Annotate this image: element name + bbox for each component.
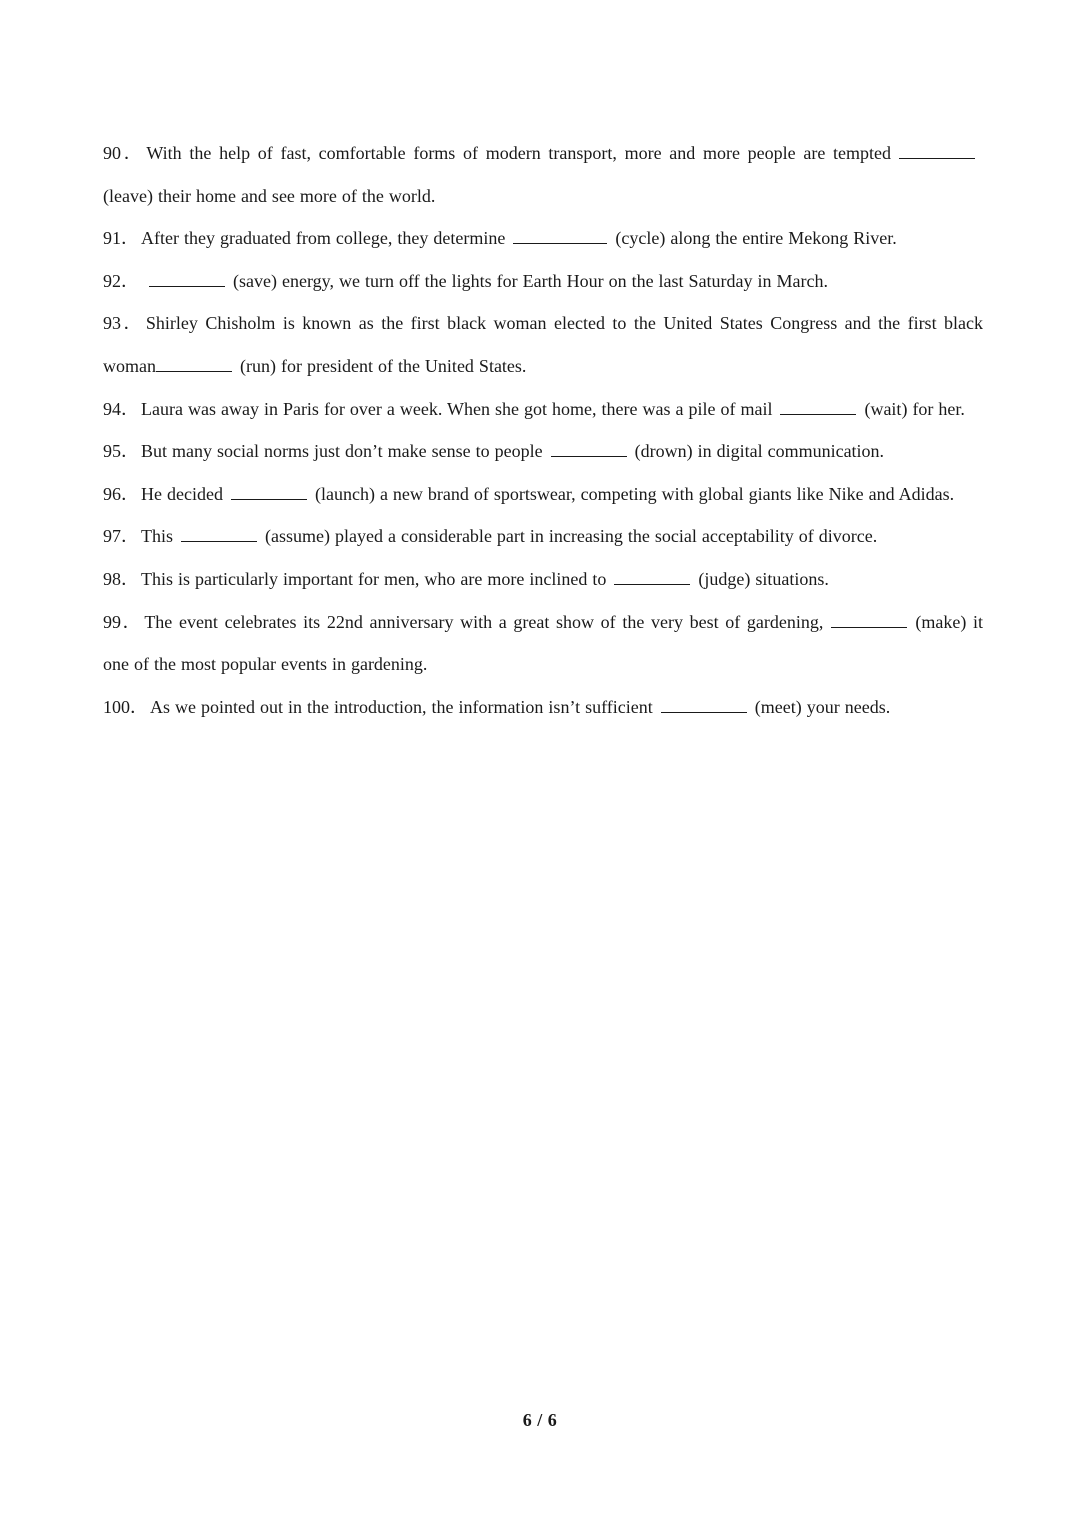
question-text-before: This is particularly important for men, who are more inclined to bbox=[141, 568, 607, 589]
question-text-after: in digital communication. bbox=[692, 441, 885, 462]
verb-hint: (cycle) bbox=[615, 228, 666, 249]
question-item bbox=[103, 601, 983, 686]
answer-blank[interactable] bbox=[551, 440, 627, 457]
verb-hint: (leave) bbox=[103, 185, 153, 206]
verb-hint: (assume) bbox=[265, 526, 330, 547]
answer-blank[interactable] bbox=[513, 227, 607, 244]
answer-blank[interactable] bbox=[899, 142, 975, 159]
page-number: 6 / 6 bbox=[522, 1410, 558, 1430]
question-text-before: After they graduated from college, they determine bbox=[141, 228, 506, 249]
question-text-after: their home and see more of the world. bbox=[152, 185, 436, 206]
question-item bbox=[103, 217, 983, 260]
question-text-after: for president of the United States. bbox=[275, 355, 527, 376]
question-item bbox=[103, 686, 983, 729]
verb-hint: (launch) bbox=[314, 483, 375, 504]
question-number: 90 ． bbox=[103, 143, 146, 163]
question-item bbox=[103, 473, 983, 516]
question-item bbox=[103, 388, 983, 431]
verb-hint: (save) bbox=[233, 270, 277, 291]
verb-hint: (judge) bbox=[698, 568, 751, 589]
question-text-after: energy, we turn off the lights for Earth Hour on the last Saturday in March. bbox=[276, 270, 829, 291]
question-text-before: The event celebrates its 22nd anniversary with a great show of the very best of gardening, bbox=[144, 611, 824, 632]
question-text-after: along the entire Mekong River. bbox=[665, 228, 897, 249]
question-text-before: But many social norms just don’t make sense to people bbox=[141, 441, 543, 462]
question-number: 97 ． bbox=[103, 526, 141, 546]
question-item bbox=[103, 430, 983, 473]
question-text-before: He decided bbox=[141, 483, 223, 504]
question-text-before: This bbox=[141, 526, 174, 547]
question-number: 91 ． bbox=[103, 228, 141, 248]
answer-blank[interactable] bbox=[181, 525, 257, 542]
question-item bbox=[103, 260, 983, 303]
question-item bbox=[103, 515, 983, 558]
question-text-before: With the help of fast, comfortable forms of modern transport, more and more people are tempted bbox=[146, 143, 891, 163]
question-text-after: your needs. bbox=[801, 696, 891, 717]
fill-in-question-list bbox=[103, 132, 983, 728]
question-text-after: a new brand of sportswear, competing with global giants like Nike and Adidas. bbox=[374, 483, 955, 504]
question-text-after: played a considerable part in increasing the social acceptability of divorce. bbox=[330, 526, 878, 547]
question-text-after: for her. bbox=[907, 398, 965, 419]
answer-blank[interactable] bbox=[831, 610, 907, 627]
question-number: 95 ． bbox=[103, 441, 141, 461]
verb-hint: (meet) bbox=[754, 696, 802, 717]
verb-hint: (run) bbox=[240, 355, 276, 376]
question-number: 100 ． bbox=[103, 697, 150, 717]
question-number: 93 ． bbox=[103, 313, 146, 333]
question-number: 99 ． bbox=[103, 612, 144, 632]
answer-blank[interactable] bbox=[231, 483, 307, 500]
question-text-after: it one of the most popular events in gardening. bbox=[103, 611, 983, 675]
question-text-before: As we pointed out in the introduction, the information isn’t sufficient bbox=[150, 696, 653, 717]
question-text-before: Laura was away in Paris for over a week. When she got home, there was a pile of mail bbox=[141, 398, 773, 419]
answer-blank[interactable] bbox=[156, 355, 232, 372]
question-text-before: Shirley Chisholm is known as the first black woman elected to the United States Congress and the first black woman bbox=[103, 313, 984, 376]
question-number: 92 ． bbox=[103, 271, 141, 291]
verb-hint: (wait) bbox=[864, 398, 908, 419]
question-item bbox=[103, 302, 983, 387]
verb-hint: (drown) bbox=[634, 441, 693, 462]
answer-blank[interactable] bbox=[780, 397, 856, 414]
question-number: 94 ． bbox=[103, 399, 141, 419]
question-text-after: situations. bbox=[750, 568, 829, 589]
answer-blank[interactable] bbox=[614, 568, 690, 585]
answer-blank[interactable] bbox=[661, 696, 747, 713]
question-number: 98 ． bbox=[103, 569, 141, 589]
question-item bbox=[103, 132, 983, 217]
answer-blank[interactable] bbox=[149, 270, 225, 287]
verb-hint: (make) bbox=[915, 611, 967, 632]
question-number: 96 ． bbox=[103, 484, 141, 504]
question-item bbox=[103, 558, 983, 601]
